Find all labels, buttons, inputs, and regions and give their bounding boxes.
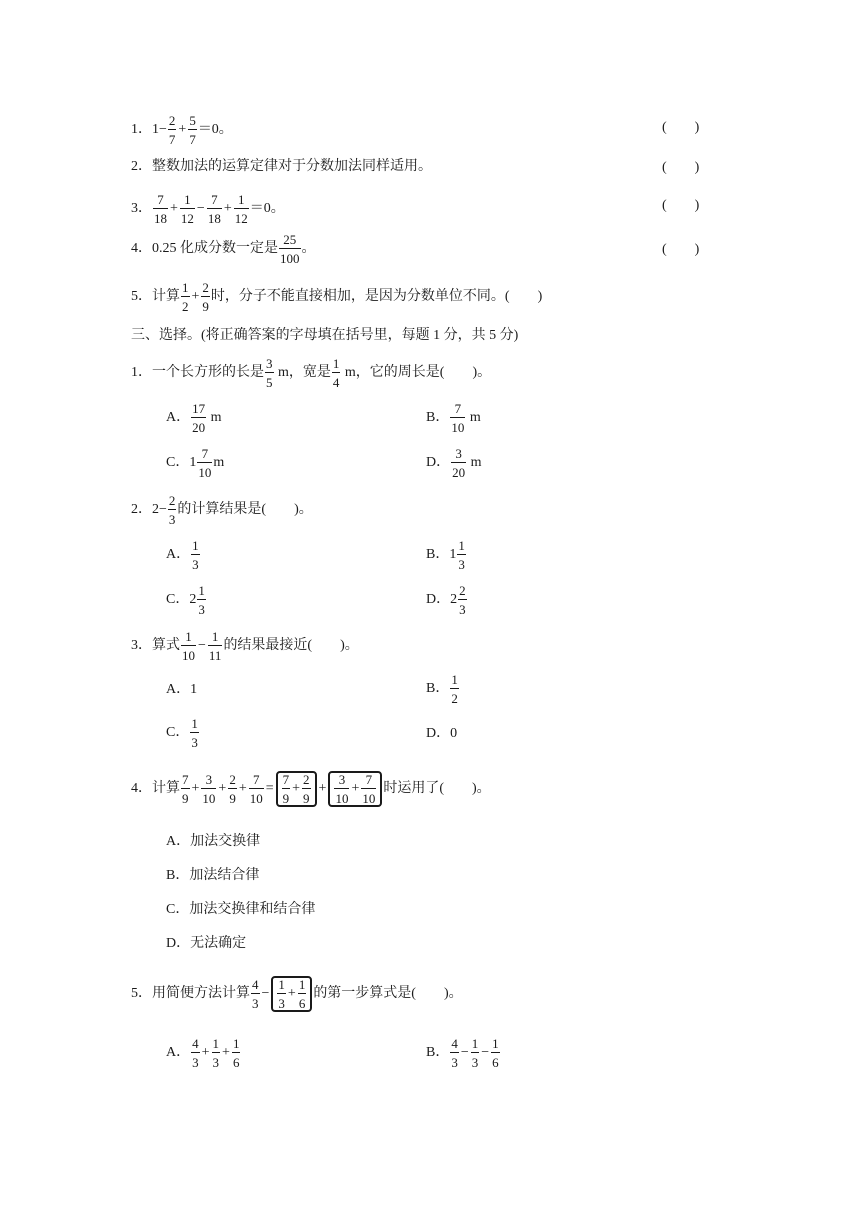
option-4a[interactable]: A．加法交换律 (166, 834, 261, 849)
question-4: 4．计算 $\frac{7}{9}$ + $\frac{3}{10}$ + $\frac{2}{9}$ + $\frac{7}{10}$ = $\frac{7}{9}$ + $\frac{2}{9}$ + $\frac{3}{10}$ + $\frac{7}{10}$ 时运用了( )。 (131, 772, 491, 806)
question-1: 1．一个长方形的长是 $\frac{3}{5}$ m，宽是 $\frac{1}{4}$ m，它的周长是( )。 (131, 356, 492, 390)
answer-blank-2[interactable]: ( ) (662, 160, 700, 175)
option-3b[interactable]: B． $\frac{1}{2}$ (426, 672, 458, 706)
fraction: $\frac{1}{12}$ (180, 192, 194, 226)
fraction: $\frac{2}{7}$ (168, 113, 176, 147)
fraction: $\frac{5}{7}$ (189, 113, 196, 147)
judge-item-2: 2．整数加法的运算定律对于分数加法同样适用。 (131, 159, 432, 174)
option-5a[interactable]: A． $\frac{4}{3}$ + $\frac{1}{3}$ + $\frac{1}{6}$ (166, 1036, 240, 1070)
option-3c[interactable]: C． $\frac{1}{3}$ (166, 716, 198, 750)
option-2a[interactable]: A． $\frac{1}{3}$ (166, 538, 199, 572)
question-2: 2．2− $\frac{2}{3}$ 的计算结果是( )。 (131, 493, 313, 527)
fraction: $\frac{25}{100}$ (280, 232, 300, 266)
fraction: $\frac{1}{12}$ (234, 192, 248, 226)
judge-item-1: 1．1− $\frac{2}{7}$ + $\frac{5}{7}$ ＝0。 (131, 113, 233, 147)
option-3d[interactable]: D．0 (426, 726, 458, 741)
option-2b[interactable]: B．1 $\frac{1}{3}$ (426, 538, 465, 572)
option-1d[interactable]: D． $\frac{3}{20}$ m (426, 446, 482, 480)
judge-item-3: 3． $\frac{7}{18}$ + $\frac{1}{12}$ − $\frac{7}{18}$ + $\frac{1}{12}$ ＝0。 (131, 192, 285, 226)
option-4d[interactable]: D．无法确定 (166, 936, 247, 951)
option-4c[interactable]: C．加法交换律和结合律 (166, 902, 316, 917)
question-3: 3．算式 $\frac{1}{10}$ − $\frac{1}{11}$ 的结果最接近( )。 (131, 629, 359, 663)
fraction: $\frac{7}{18}$ (154, 192, 167, 226)
option-3a[interactable]: A．1 (166, 682, 198, 697)
answer-blank-1[interactable]: ( ) (662, 120, 700, 135)
option-1c[interactable]: C．1 $\frac{7}{10}$ m (166, 446, 225, 480)
answer-blank-4[interactable]: ( ) (662, 242, 700, 257)
question-5: 5．用简便方法计算 $\frac{4}{3}$ − $\frac{1}{3}$ + $\frac{1}{6}$ 的第一步算式是( )。 (131, 977, 463, 1011)
fraction: $\frac{7}{18}$ (207, 192, 221, 226)
section-title: 三、选择。(将正确答案的字母填在括号里，每题 1 分，共 5 分) (131, 328, 519, 343)
option-2d[interactable]: D．2 $\frac{2}{3}$ (426, 583, 466, 617)
judge-item-5: 5．计算 $\frac{1}{2}$ + $\frac{2}{9}$ 时，分子不能直接相加，是因为分数单位不同。( ) (131, 280, 543, 314)
option-4b[interactable]: B．加法结合律 (166, 868, 260, 883)
fraction: $\frac{1}{4}$ (332, 356, 340, 390)
answer-blank-3[interactable]: ( ) (662, 198, 700, 213)
option-5b[interactable]: B． $\frac{4}{3}$ − $\frac{1}{3}$ − $\frac{1}{6}$ (426, 1036, 499, 1070)
bracket-group: $\frac{7}{9}$ + $\frac{2}{9}$ (276, 771, 317, 807)
option-1b[interactable]: B． $\frac{7}{10}$ m (426, 401, 481, 435)
judge-item-4: 4．0.25 化成分数一定是 $\frac{25}{100}$ 。 (131, 232, 316, 266)
option-1a[interactable]: A． $\frac{17}{20}$ m (166, 401, 222, 435)
fraction: $\frac{3}{5}$ (266, 356, 273, 390)
option-2c[interactable]: C．2 $\frac{1}{3}$ (166, 583, 205, 617)
bracket-group: $\frac{3}{10}$ + $\frac{7}{10}$ (328, 771, 382, 807)
fraction: $\frac{2}{9}$ (202, 280, 209, 314)
bracket-group: $\frac{1}{3}$ + $\frac{1}{6}$ (271, 976, 312, 1012)
fraction: $\frac{1}{2}$ (182, 280, 189, 314)
